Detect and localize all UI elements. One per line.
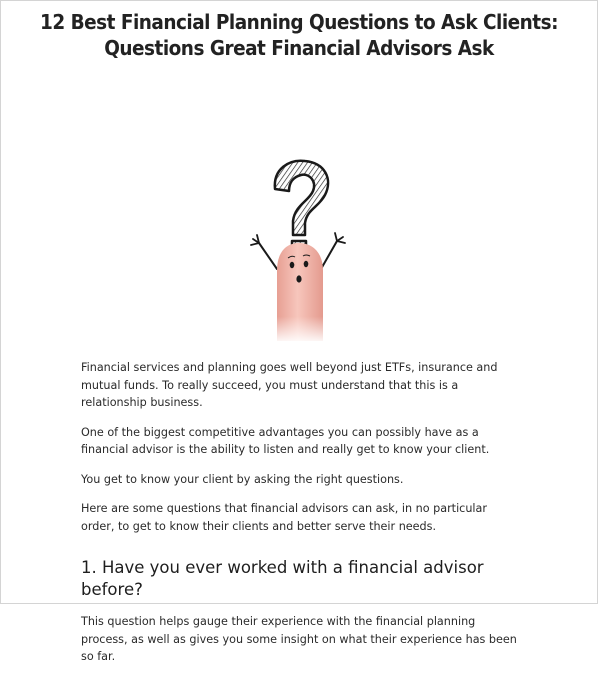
article-body [81, 359, 521, 678]
section-heading-1: 1. Have you ever worked with a financial advisor before? [81, 558, 484, 599]
intro-paragraph-4: Here are some questions that financial advisors can ask, in no particular order, to get to know their clients and better serve their needs. [81, 502, 487, 533]
section-paragraph-1: This question helps gauge their experience with the financial planning process, as well as gives you some insight on what their experience has been so far. [81, 615, 517, 663]
intro-paragraph-1: Financial services and planning goes well beyond just ETFs, insurance and mutual funds. To really succeed, you must understand that this is a relationship business. [81, 361, 498, 409]
intro-paragraph-3: You get to know your client by asking the right questions. [81, 472, 404, 486]
intro-paragraph-2: One of the biggest competitive advantages you can possibly have as a financial advisor is the ability to listen and really get to know your client. [81, 425, 490, 456]
finger-puppet-question-mark-icon [237, 151, 357, 341]
hero-image [237, 151, 357, 341]
article-title: 12 Best Financial Planning Questions to Ask Clients: Questions Great Financial Advisors Ask [40, 10, 558, 60]
